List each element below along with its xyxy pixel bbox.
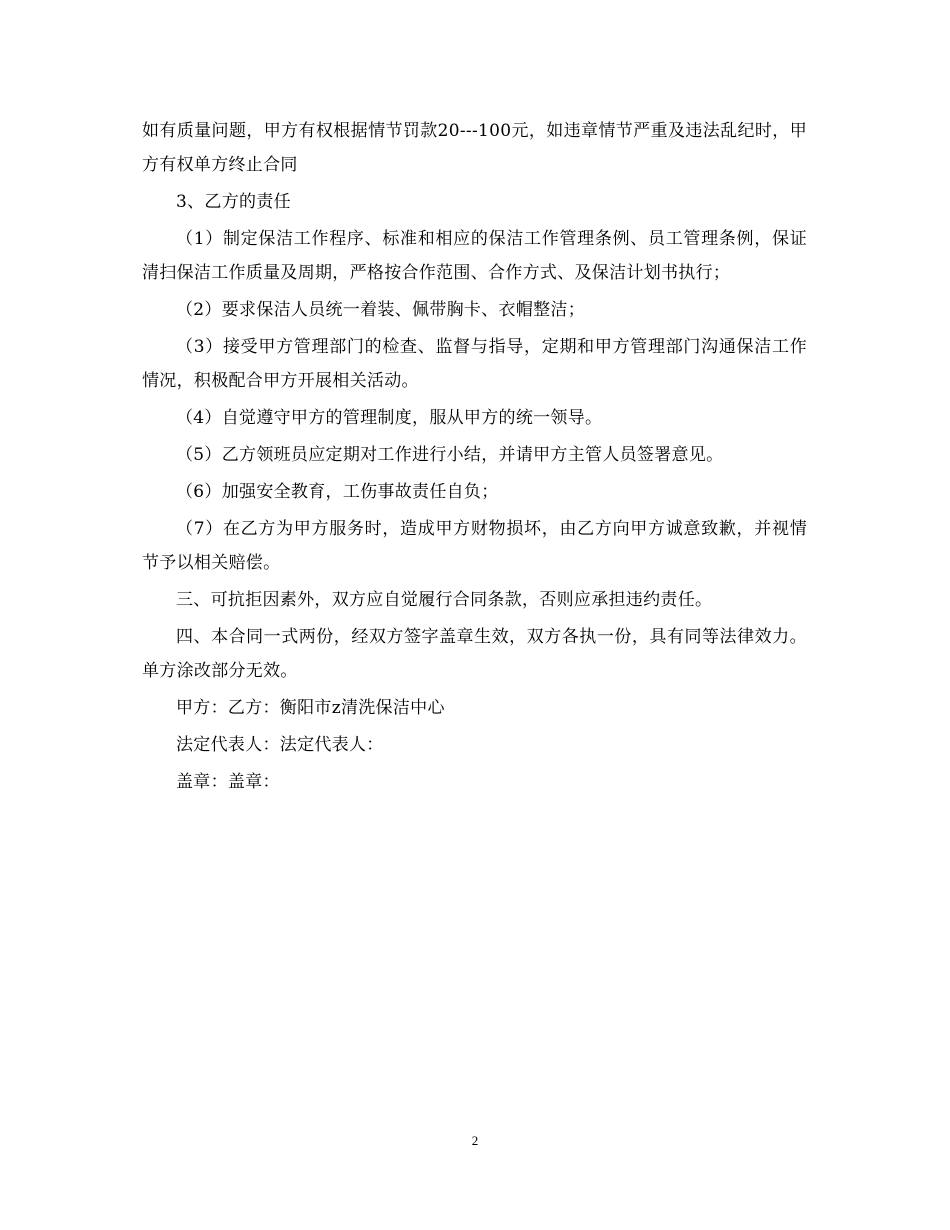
clause-6: （6）加强安全教育，工伤事故责任自负； [176,482,499,502]
section-heading-party-b-responsibility: 3、乙方的责任 [176,192,291,212]
clause-3: （3）接受甲方管理部门的检查、监督与指导，定期和甲方管理部门沟通保洁工作情况，积极配合甲方开展相关活动。 [142,337,807,391]
article-4: 四、本合同一式两份，经双方签字盖章生效，双方各执一份，具有同等法律效力。单方涂改部分无效。 [142,627,807,681]
clause-2: （2）要求保洁人员统一着装、佩带胸卡、衣帽整洁； [176,300,586,320]
document-body [142,114,807,802]
signature-parties: 甲方：乙方：衡阳市z清洗保洁中心 [176,698,445,718]
clause-5: （5）乙方领班员应定期对工作进行小结，并请甲方主管人员签署意见。 [176,445,724,465]
article-3: 三、可抗拒因素外，双方应自觉履行合同条款，否则应承担违约责任。 [176,590,713,610]
clause-7: （7）在乙方为甲方服务时，造成甲方财物损坏，由乙方向甲方诚意致歉，并视情节予以相关赔偿。 [142,519,807,573]
signature-representatives: 法定代表人：法定代表人： [176,735,384,755]
signature-seals: 盖章：盖章： [176,772,280,792]
page-number: 2 [471,1133,479,1148]
paragraph-quality-penalty: 如有质量问题，甲方有权根据情节罚款20---100元，如违章情节严重及违法乱纪时，甲方有权单方终止合同 [142,121,807,175]
clause-1: （1）制定保洁工作程序、标准和相应的保洁工作管理条例、员工管理条例，保证清扫保洁工作质量及周期，严格按合作范围、合作方式、及保洁计划书执行； [142,229,807,283]
clause-4: （4）自觉遵守甲方的管理制度，服从甲方的统一领导。 [176,408,603,428]
